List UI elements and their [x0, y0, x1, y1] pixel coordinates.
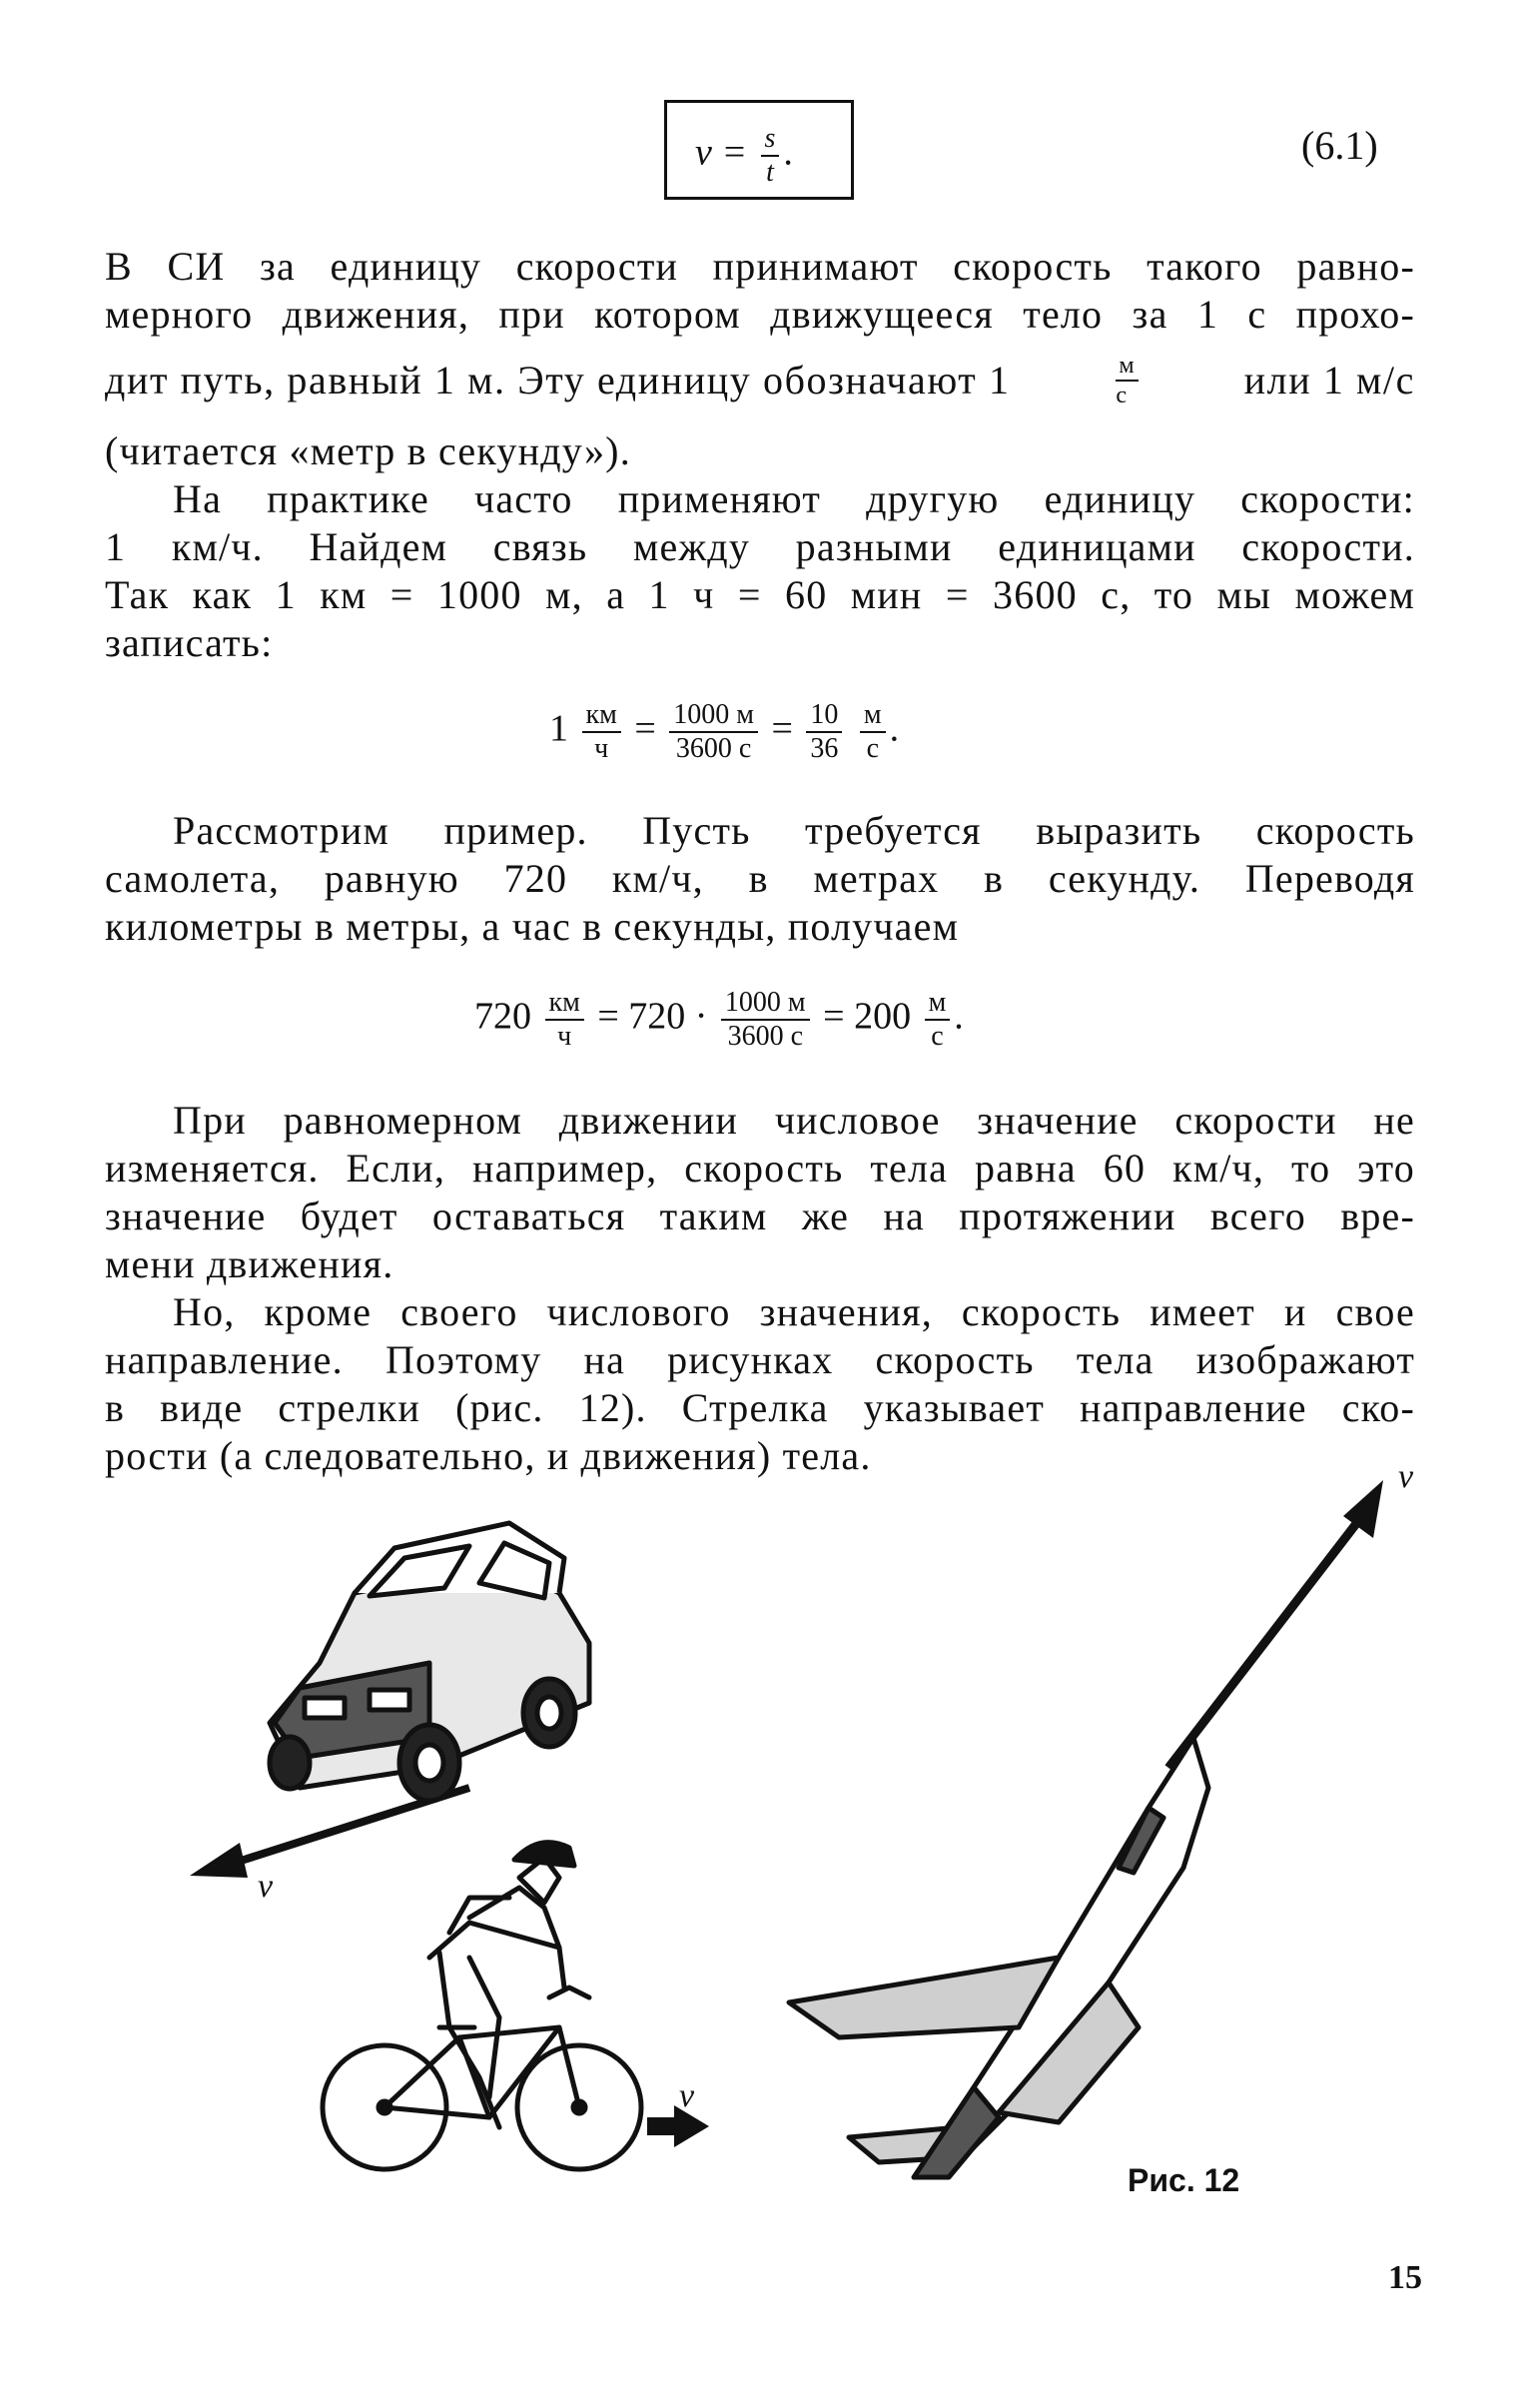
para5-line4: рости (а следовательно, и движения) тела.: [105, 1433, 872, 1478]
bike-velocity-label: v: [679, 2077, 695, 2114]
para1-line1: В СИ за единицу скорости принимают скорость такого равно-: [105, 244, 1415, 289]
f2-10: 10: [806, 699, 842, 733]
f2-tail: .: [889, 707, 900, 750]
para4-line1: При равномерном движении числовое значение скорости не: [173, 1098, 1415, 1143]
plane-velocity-label: v: [1398, 1458, 1414, 1495]
f2-s: с: [866, 733, 879, 764]
para2-line4: записать:: [105, 620, 274, 665]
f2-36: 36: [810, 733, 839, 764]
formula-tail: .: [783, 131, 793, 174]
equation-number: (6.1): [1301, 123, 1378, 168]
figure-caption: Рис. 12: [1128, 2162, 1240, 2198]
para5-line2: направление. Поэтому на рисунках скорость тела изображают: [105, 1337, 1415, 1382]
f2-km: км: [582, 699, 621, 733]
f3-3600s: 3600 с: [727, 1021, 803, 1052]
para4-line2: изменяется. Если, например, скорость тела равна 60 км/ч, то это: [105, 1146, 1415, 1191]
unit-numerator: м: [1116, 352, 1138, 382]
f2-1000m: 1000 м: [669, 699, 758, 733]
plane-velocity-arrow: [1168, 1480, 1383, 1768]
para2-line2: 1 км/ч. Найдем связь между разными единицами скорости.: [105, 524, 1415, 569]
bike-velocity-arrow: [647, 2105, 709, 2147]
f3-km: км: [545, 987, 584, 1021]
para3-line3: километры в метры, а час в секунды, получаем: [105, 904, 960, 949]
f2-h: ч: [594, 733, 609, 764]
para4-line4: мени движения.: [105, 1241, 394, 1286]
f3-s: с: [931, 1021, 944, 1052]
f3-h: ч: [557, 1021, 572, 1052]
car-velocity-label: v: [258, 1868, 274, 1905]
jet-plane-illustration: [789, 1738, 1208, 2177]
formula-numerator: s: [761, 123, 780, 157]
unit-denominator: с: [1116, 383, 1129, 408]
f2-m: м: [860, 699, 886, 733]
para3-line1: Рассмотрим пример. Пусть требуется выразить скорость: [173, 808, 1415, 853]
f2-eq2: =: [771, 707, 793, 750]
para2-line3: Так как 1 км = 1000 м, а 1 ч = 60 мин = 3600 с, то мы можем: [105, 572, 1415, 617]
f3-tail: .: [954, 995, 964, 1038]
f2-one: 1: [549, 707, 568, 750]
para2-line1: На практике часто применяют другую единицу скорости:: [173, 476, 1415, 521]
para1-line2: мерного движения, при котором движущееся тело за 1 с прохо-: [105, 292, 1415, 337]
para1-line4: (читается «метр в секунду»).: [105, 428, 631, 473]
para1-line3-end: или 1 м/с: [1243, 358, 1415, 402]
para4-line3: значение будет оставаться таким же на протяжении всего вре-: [105, 1194, 1415, 1238]
f3-720: 720: [474, 995, 531, 1038]
para5-line3: в виде стрелки (рис. 12). Стрелка указывает направление ско-: [105, 1385, 1415, 1430]
f3-m: м: [925, 987, 951, 1021]
formula-lhs: v =: [695, 131, 748, 174]
page-number: 15: [1388, 2259, 1422, 2296]
f3-1000m: 1000 м: [721, 987, 810, 1021]
f3-mid: = 720 ·: [597, 995, 708, 1038]
car-illustration: [270, 1523, 589, 1801]
formula-denominator: t: [766, 157, 774, 188]
f2-eq1: =: [634, 707, 656, 750]
para5-line1: Но, кроме своего числового значения, скорость имеет и свое: [173, 1289, 1415, 1334]
para1-line3-start: дит путь, равный 1 м. Эту единицу обозначают 1: [105, 358, 1011, 402]
cyclist-illustration: [323, 1843, 641, 2169]
para3-line2: самолета, равную 720 км/ч, в метрах в секунду. Переводя: [105, 856, 1415, 901]
f3-eq: = 200: [823, 995, 912, 1038]
f2-3600s: 3600 с: [675, 733, 752, 764]
